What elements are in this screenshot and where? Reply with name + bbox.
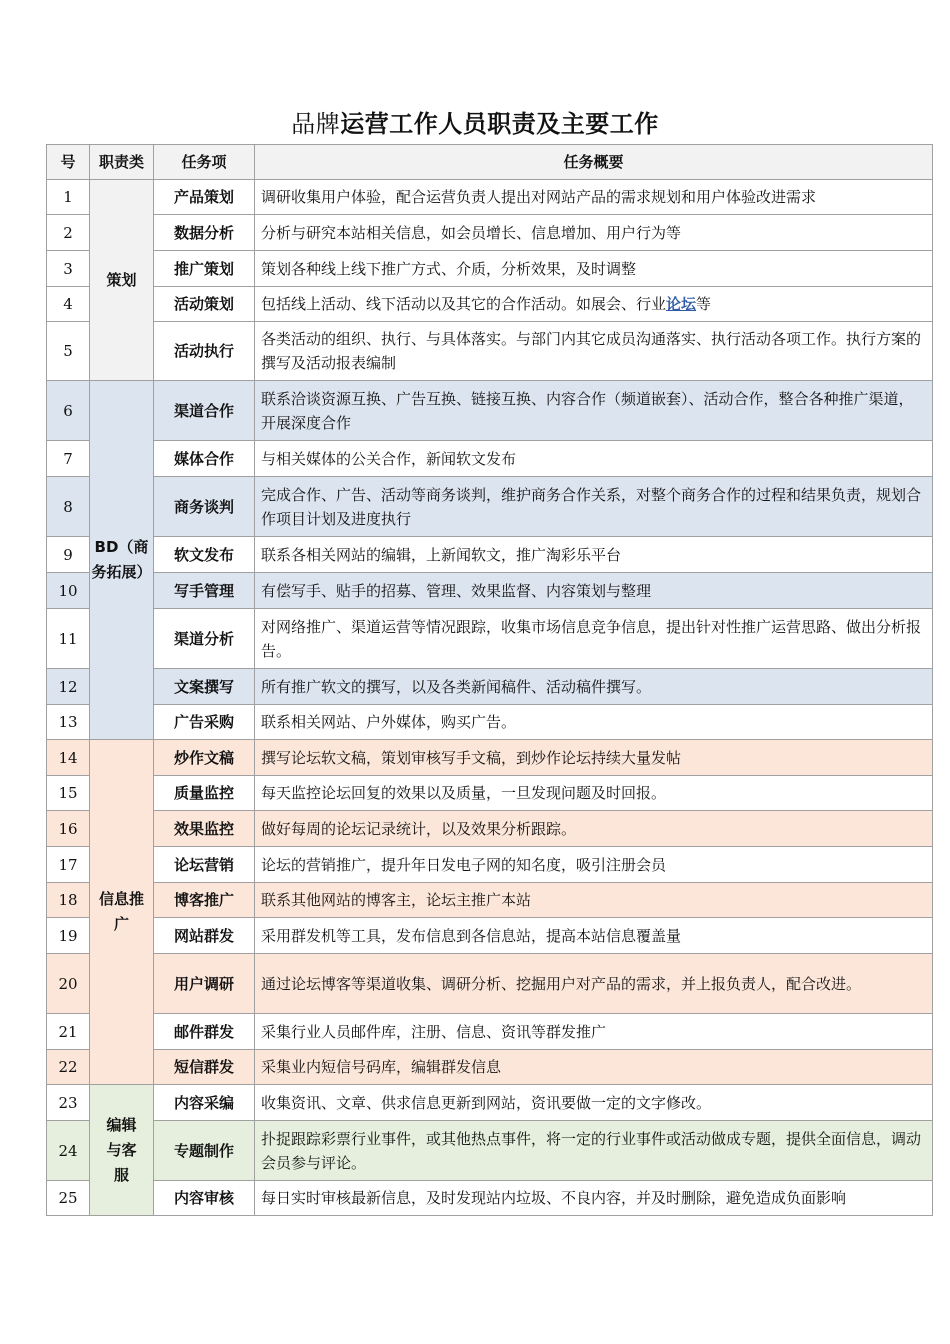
header-no: 号 — [47, 145, 90, 180]
row-desc: 论坛的营销推广，提升年日发电子网的知名度，吸引注册会员 — [255, 847, 933, 883]
row-task: 媒体合作 — [154, 441, 255, 477]
row-desc: 所有推广软文的撰写，以及各类新闻稿件、活动稿件撰写。 — [255, 669, 933, 705]
title-main: 运营工作人员职责及主要工作 — [340, 110, 659, 138]
table-row — [47, 287, 933, 322]
category-bd: BD（商务拓展） — [90, 381, 154, 740]
header-task: 任务项 — [154, 145, 255, 180]
row-task: 数据分析 — [154, 215, 255, 251]
row-desc: 每日实时审核最新信息，及时发现站内垃圾、不良内容，并及时删除，避免造成负面影响 — [255, 1181, 933, 1216]
row-no: 10 — [47, 573, 90, 609]
row-no: 13 — [47, 705, 90, 740]
row-desc: 与相关媒体的公关合作，新闻软文发布 — [255, 441, 933, 477]
table-row — [47, 180, 933, 215]
row-task: 炒作文稿 — [154, 740, 255, 776]
row-no: 3 — [47, 251, 90, 287]
row-no: 11 — [47, 609, 90, 669]
table-row — [47, 215, 933, 251]
row-task: 写手管理 — [154, 573, 255, 609]
row-no: 17 — [47, 847, 90, 883]
row-desc-text: 包括线上活动、线下活动以及其它的合作活动。如展会、行业 — [261, 295, 667, 313]
table-row — [47, 381, 933, 441]
row-desc: 分析与研究本站相关信息，如会员增长、信息增加、用户行为等 — [255, 215, 933, 251]
row-no: 24 — [47, 1121, 90, 1181]
row-desc-suffix: 等 — [696, 295, 712, 313]
table-row — [47, 537, 933, 573]
duty-table — [46, 144, 933, 1216]
table-row — [47, 1085, 933, 1121]
row-task: 渠道分析 — [154, 609, 255, 669]
row-no: 23 — [47, 1085, 90, 1121]
row-no: 15 — [47, 776, 90, 811]
row-no: 14 — [47, 740, 90, 776]
table-row — [47, 740, 933, 776]
table-row — [47, 477, 933, 537]
row-no: 25 — [47, 1181, 90, 1216]
row-task: 商务谈判 — [154, 477, 255, 537]
row-task: 邮件群发 — [154, 1014, 255, 1050]
row-no: 9 — [47, 537, 90, 573]
table-row — [47, 883, 933, 918]
table-row — [47, 847, 933, 883]
row-desc: 各类活动的组织、执行、与具体落实。与部门内其它成员沟通落实、执行活动各项工作。执行方案的撰写及活动报表编制 — [255, 322, 933, 381]
row-desc: 采集业内短信号码库，编辑群发信息 — [255, 1050, 933, 1085]
table-row — [47, 573, 933, 609]
row-task: 活动执行 — [154, 322, 255, 381]
row-no: 19 — [47, 918, 90, 954]
table-row — [47, 1050, 933, 1085]
row-task: 产品策划 — [154, 180, 255, 215]
title-prefix: 品牌 — [291, 110, 341, 138]
row-desc: 联系相关网站、户外媒体，购买广告。 — [255, 705, 933, 740]
category-info: 信息推广 — [90, 740, 154, 1085]
row-desc: 收集资讯、文章、供求信息更新到网站，资讯要做一定的文字修改。 — [255, 1085, 933, 1121]
row-task: 渠道合作 — [154, 381, 255, 441]
row-desc: 策划各种线上线下推广方式、介质，分析效果，及时调整 — [255, 251, 933, 287]
table-row — [47, 1181, 933, 1216]
row-desc — [255, 287, 933, 322]
table-row — [47, 954, 933, 1014]
row-desc: 撰写论坛软文稿，策划审核写手文稿，到炒作论坛持续大量发帖 — [255, 740, 933, 776]
row-task: 论坛营销 — [154, 847, 255, 883]
row-desc: 完成合作、广告、活动等商务谈判，维护商务合作关系，对整个商务合作的过程和结果负责，规划合作项目计划及进度执行 — [255, 477, 933, 537]
row-desc: 有偿写手、贴手的招募、管理、效果监督、内容策划与整理 — [255, 573, 933, 609]
row-no: 21 — [47, 1014, 90, 1050]
category-edit: 编辑与客服 — [90, 1085, 154, 1216]
row-task: 文案撰写 — [154, 669, 255, 705]
row-task: 短信群发 — [154, 1050, 255, 1085]
table-row — [47, 918, 933, 954]
row-task: 用户调研 — [154, 954, 255, 1014]
row-no: 18 — [47, 883, 90, 918]
row-no: 16 — [47, 811, 90, 847]
row-task: 博客推广 — [154, 883, 255, 918]
table-row — [47, 251, 933, 287]
row-task: 质量监控 — [154, 776, 255, 811]
row-desc: 扑捉跟踪彩票行业事件，或其他热点事件，将一定的行业事件或活动做成专题，提供全面信息，调动会员参与评论。 — [255, 1121, 933, 1181]
row-desc: 采集行业人员邮件库，注册、信息、资讯等群发推广 — [255, 1014, 933, 1050]
table-row — [47, 669, 933, 705]
table-row — [47, 811, 933, 847]
row-no: 4 — [47, 287, 90, 322]
row-task: 网站群发 — [154, 918, 255, 954]
row-desc: 联系各相关网站的编辑，上新闻软文，推广淘彩乐平台 — [255, 537, 933, 573]
table-row — [47, 1014, 933, 1050]
table-row — [47, 609, 933, 669]
row-task: 专题制作 — [154, 1121, 255, 1181]
row-task: 广告采购 — [154, 705, 255, 740]
table-row — [47, 1121, 933, 1181]
row-no: 6 — [47, 381, 90, 441]
row-desc: 做好每周的论坛记录统计，以及效果分析跟踪。 — [255, 811, 933, 847]
header-summary: 任务概要 — [255, 145, 933, 180]
table-row — [47, 441, 933, 477]
row-desc: 对网络推广、渠道运营等情况跟踪，收集市场信息竞争信息，提出针对性推广运营思路、做出分析报告。 — [255, 609, 933, 669]
row-no: 5 — [47, 322, 90, 381]
row-desc: 联系其他网站的博客主，论坛主推广本站 — [255, 883, 933, 918]
row-task: 推广策划 — [154, 251, 255, 287]
table-header-row — [47, 145, 933, 180]
category-plan: 策划 — [90, 180, 154, 381]
row-task: 软文发布 — [154, 537, 255, 573]
row-no: 7 — [47, 441, 90, 477]
row-task: 活动策划 — [154, 287, 255, 322]
page-title — [0, 104, 950, 139]
forum-link[interactable]: 论坛 — [666, 295, 697, 313]
row-desc: 通过论坛博客等渠道收集、调研分析、挖掘用户对产品的需求，并上报负责人，配合改进。 — [255, 954, 933, 1014]
row-desc: 调研收集用户体验，配合运营负责人提出对网站产品的需求规划和用户体验改进需求 — [255, 180, 933, 215]
row-desc: 联系洽谈资源互换、广告互换、链接互换、内容合作（频道嵌套）、活动合作，整合各种推广渠道，开展深度合作 — [255, 381, 933, 441]
row-task: 效果监控 — [154, 811, 255, 847]
row-no: 1 — [47, 180, 90, 215]
row-no: 8 — [47, 477, 90, 537]
table-row — [47, 776, 933, 811]
table-row — [47, 322, 933, 381]
row-no: 12 — [47, 669, 90, 705]
header-category: 职责类 — [90, 145, 154, 180]
row-task: 内容采编 — [154, 1085, 255, 1121]
row-no: 2 — [47, 215, 90, 251]
table-row — [47, 705, 933, 740]
row-no: 22 — [47, 1050, 90, 1085]
row-task: 内容审核 — [154, 1181, 255, 1216]
row-no: 20 — [47, 954, 90, 1014]
row-desc: 每天监控论坛回复的效果以及质量，一旦发现问题及时回报。 — [255, 776, 933, 811]
row-desc: 采用群发机等工具，发布信息到各信息站，提高本站信息覆盖量 — [255, 918, 933, 954]
